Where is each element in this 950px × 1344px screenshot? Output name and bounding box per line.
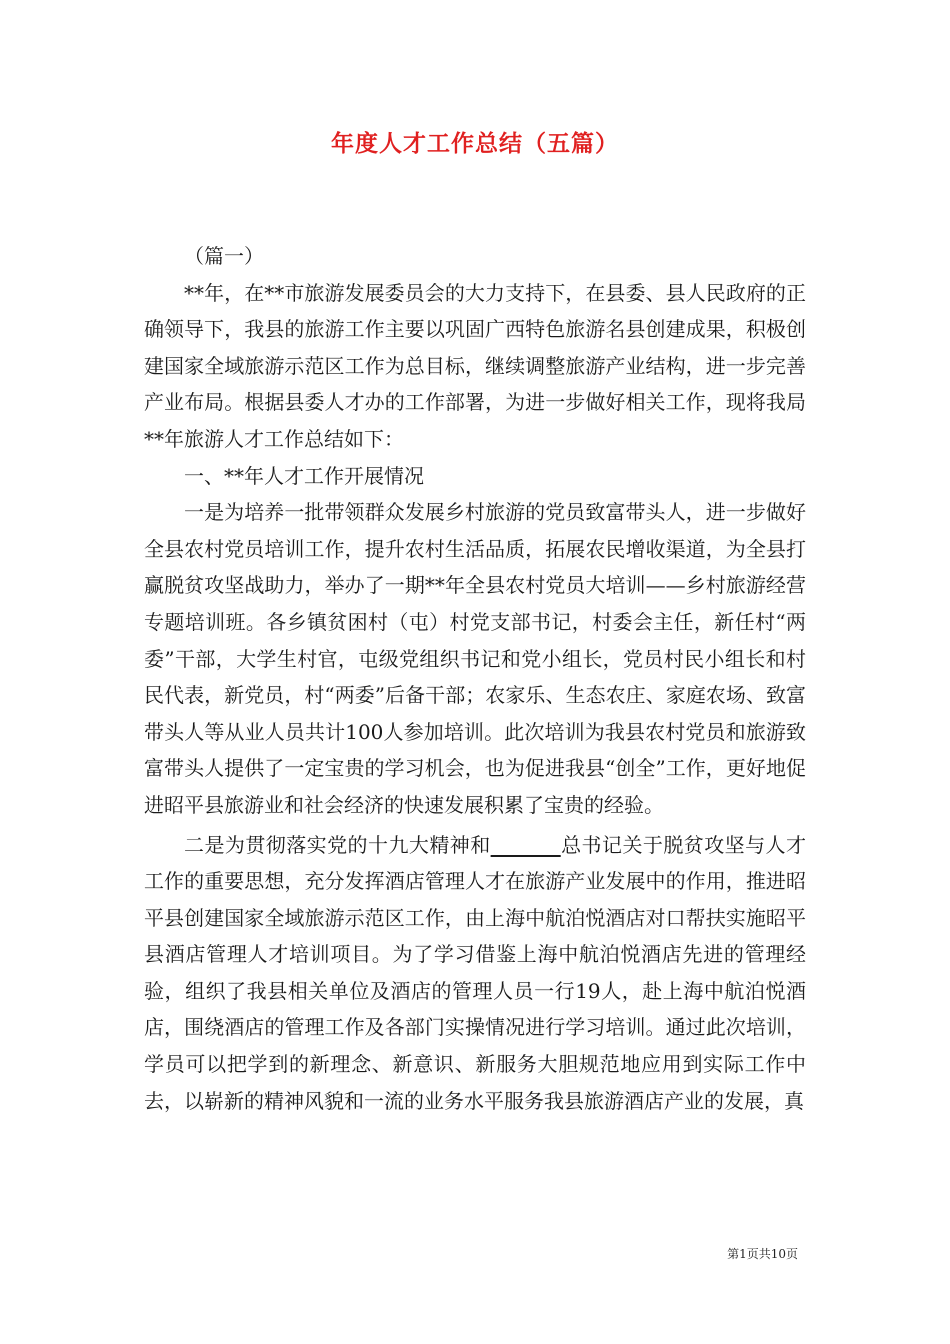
paragraph-intro: **年，在**市旅游发展委员会的大力支持下，在县委、县人民政府的正确领导下，我县的旅游工作主要以巩固广西特色旅游名县创建成果，积极创建国家全域旅游示范区工作为总目标，继续调整旅游产业结构，进一步完善产业布局。根据县委人才办的工作部署，为进一步做好相关工作，现将我局**年旅游人才工作总结如下： xyxy=(144,280,806,451)
paragraph-item-2 xyxy=(144,827,806,1120)
paragraph-item-1: 一是为培养一批带领群众发展乡村旅游的党员致富带头人，进一步做好全县农村党员培训工作，提升农村生活品质，拓展农民增收渠道，为全县打赢脱贫攻坚战助力，举办了一期**年全县农村党员大培训——乡村旅游经营专题培训班。各乡镇贫困村（屯）村党支部书记，村委会主任，新任村“两委”干部，大学生村官，屯级党组织书记和党小组长，党员村民小组长和村民代表，新党员，村“两委”后备干部；农家乐、生态农庄、家庭农场、致富带头人等从业人员共计100人参加培训。此次培训为我县农村党员和旅游致富带头人提供了一定宝贵的学习机会，也为促进我县“创全”工作，更好地促进昭平县旅游业和社会经济的快速发展积累了宝贵的经验。 xyxy=(144,500,806,817)
paragraph-item-2-start: 二是为贯彻落实党的十九大精神和 xyxy=(184,832,491,857)
fill-in-blank: _______ xyxy=(490,832,561,857)
paragraph-item-2-rest: 总书记关于脱贫攻坚与人才工作的重要思想，充分发挥酒店管理人才在旅游产业发展中的作用，推进昭平县创建国家全域旅游示范区工作，由上海中航泊悦酒店对口帮扶实施昭平县酒店管理人才培训项目。为了学习借鉴上海中航泊悦酒店先进的管理经验，组织了我县相关单位及酒店的管理人员一行19人，赴上海中航泊悦酒店，围绕酒店的管理工作及各部门实操情况进行学习培训。通过此次培训，学员可以把学到的新理念、新意识、新服务大胆规范地应用到实际工作中去，以崭新的精神风貌和一流的业务水平服务我县旅游酒店产业的发展，真 xyxy=(144,832,807,1113)
document-body xyxy=(144,238,806,1119)
section-label: （篇一） xyxy=(184,244,264,268)
document-title: 年度人才工作总结（五篇） xyxy=(331,130,619,157)
page-footer: 第1页共10页 xyxy=(727,1247,798,1261)
section-heading-1: 一、**年人才工作开展情况 xyxy=(184,463,424,488)
